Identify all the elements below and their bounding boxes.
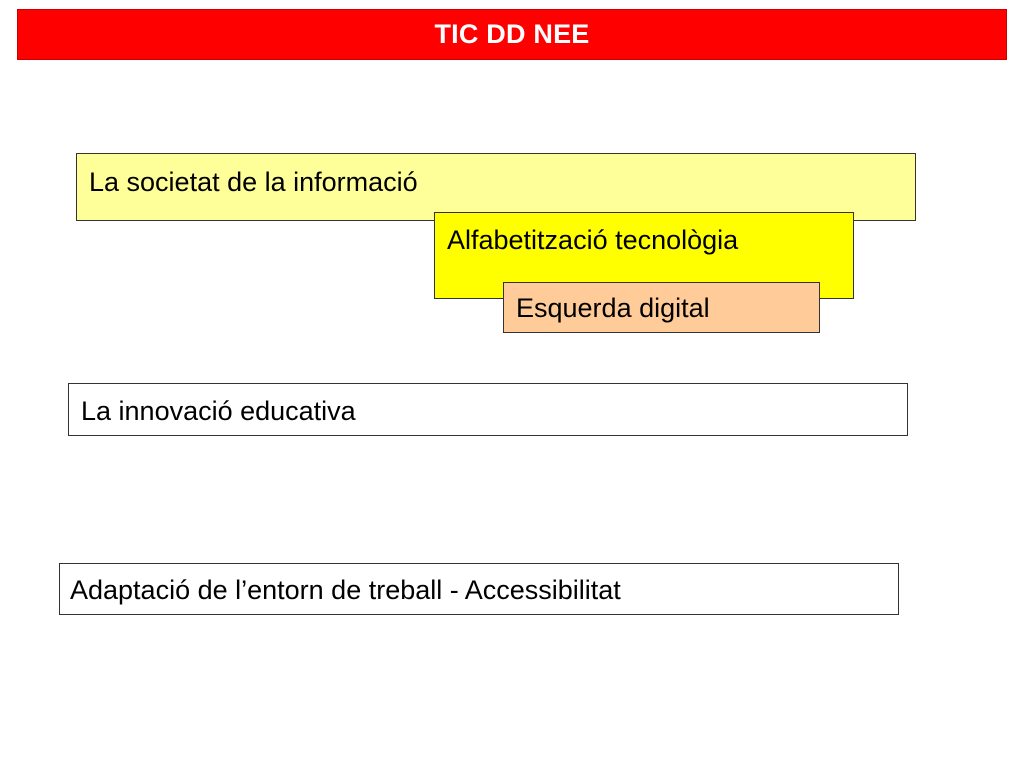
box-societat-informacio: [76, 153, 916, 221]
slide-title: TIC DD NEE: [434, 19, 590, 49]
title-bar: [17, 9, 1007, 60]
box-alfabetitzacio-label: Alfabetització tecnològia: [447, 225, 739, 255]
box-societat-label: La societat de la informació: [89, 167, 418, 197]
box-adaptacio-label: Adaptació de l’entorn de treball - Accessibilitat: [70, 575, 621, 605]
box-adaptacio-entorn: [59, 563, 899, 615]
box-innovacio-label: La innovació educativa: [81, 396, 356, 426]
box-esquerda-label: Esquerda digital: [516, 293, 710, 323]
box-esquerda-digital: [503, 282, 820, 333]
box-innovacio-educativa: [68, 383, 908, 436]
